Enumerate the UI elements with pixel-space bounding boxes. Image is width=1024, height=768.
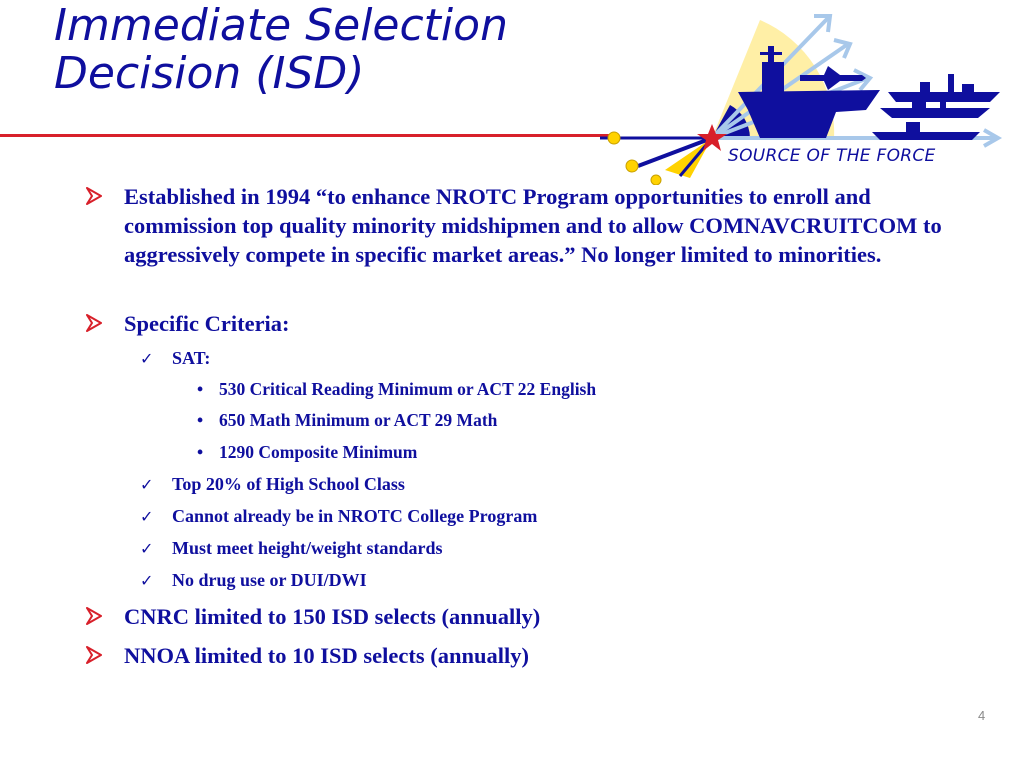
- criteria-text: Cannot already be in NROTC College Program: [172, 506, 538, 526]
- criteria-text: No drug use or DUI/DWI: [172, 570, 367, 590]
- dot-bullet-icon: •: [197, 442, 204, 462]
- arrowhead-bullet-icon: [86, 607, 102, 625]
- dot-bullet-icon: •: [197, 379, 204, 399]
- criteria-text: SAT:: [172, 348, 211, 368]
- checkmark-icon: ✓: [140, 507, 154, 526]
- logo-dot-1: [608, 132, 620, 144]
- logo-dot-2: [626, 160, 638, 172]
- bullet-text: CNRC limited to 150 ISD selects (annually): [124, 604, 541, 629]
- sat-text: 650 Math Minimum or ACT 29 Math: [219, 410, 498, 430]
- submarine-icon: [872, 122, 980, 140]
- criteria-text: Top 20% of High School Class: [172, 474, 405, 494]
- logo-tagline: SOURCE OF THE FORCE: [728, 146, 936, 166]
- bullet-text: Established in 1994 “to enhance NROTC Program opportunities to enroll and commission top quality minority midshipmen and to allow COMNAVCRUITCOM to aggressively compete in specific market areas.” No longer limited to minorities.: [124, 184, 942, 267]
- criteria-item-drug: [140, 569, 367, 591]
- dot-bullet-icon: •: [197, 410, 204, 430]
- bullet-established: [124, 182, 984, 269]
- bullet-text: NNOA limited to 10 ISD selects (annually): [124, 643, 529, 668]
- sat-text: 530 Critical Reading Minimum or ACT 22 English: [219, 379, 597, 399]
- criteria-item-height-weight: [140, 537, 443, 559]
- checkmark-icon: ✓: [140, 475, 154, 494]
- slide-title-line-1: Immediate Selection: [54, 0, 508, 51]
- checkmark-icon: ✓: [140, 349, 154, 368]
- sat-text: 1290 Composite Minimum: [219, 442, 418, 462]
- sat-item-reading: [197, 378, 597, 400]
- bullet-cnrc-limit: [124, 602, 540, 631]
- arrowhead-bullet-icon: [86, 187, 102, 205]
- sat-item-composite: [197, 441, 418, 463]
- criteria-item-nrotc: [140, 505, 538, 527]
- bullet-nnoa-limit: [124, 641, 529, 670]
- checkmark-icon: ✓: [140, 539, 154, 558]
- bullet-text: Specific Criteria:: [124, 311, 290, 336]
- arrowhead-bullet-icon: [86, 314, 102, 332]
- page-number: 4: [978, 708, 986, 723]
- criteria-text: Must meet height/weight standards: [172, 538, 443, 558]
- sat-item-math: [197, 409, 498, 431]
- bullet-specific-criteria: [124, 309, 290, 338]
- criteria-item-sat: [140, 347, 211, 369]
- header-red-rule: [0, 134, 612, 137]
- slide-title: [54, 2, 508, 98]
- slide-title-line-2: Decision (ISD): [54, 48, 365, 99]
- criteria-item-class-rank: [140, 473, 405, 495]
- checkmark-icon: ✓: [140, 571, 154, 590]
- arrowhead-bullet-icon: [86, 646, 102, 664]
